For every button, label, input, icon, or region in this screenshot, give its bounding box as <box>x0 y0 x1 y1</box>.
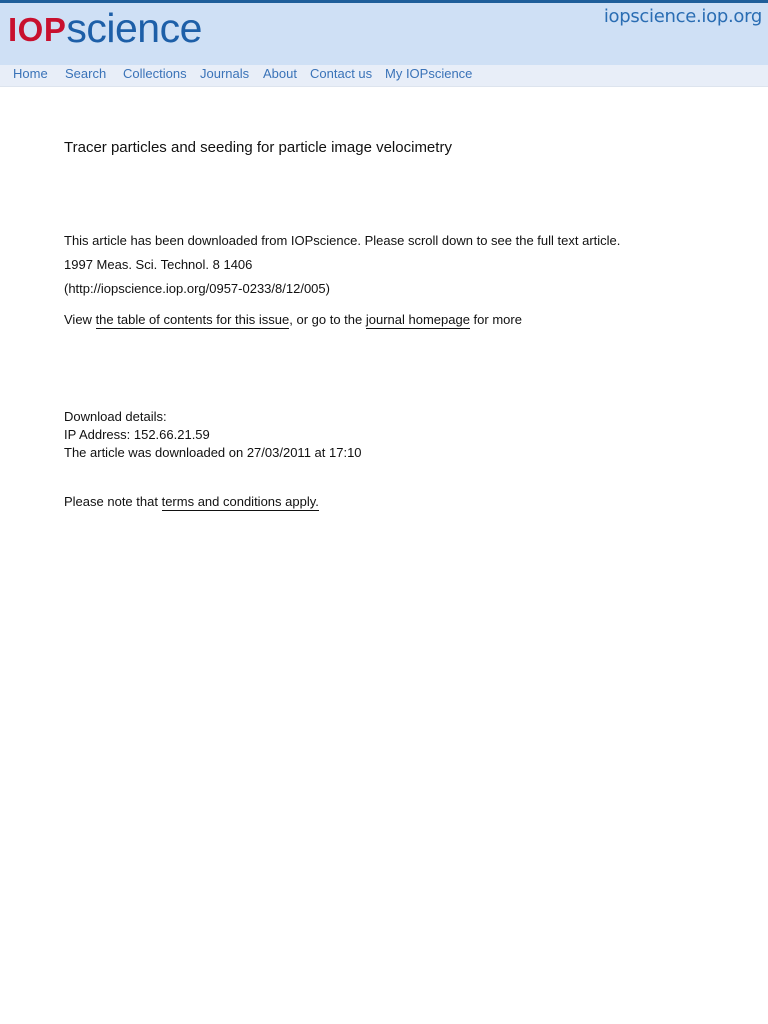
download-details-heading: Download details: <box>64 409 167 424</box>
view-suffix: for more <box>469 312 522 327</box>
citation: 1997 Meas. Sci. Technol. 8 1406 <box>64 257 253 272</box>
table-of-contents-link[interactable]: the table of contents for this issue <box>95 312 290 327</box>
nav-journals[interactable]: Journals <box>200 66 250 81</box>
nav-collections[interactable]: Collections <box>123 66 187 81</box>
nav-home[interactable]: Home <box>13 66 48 81</box>
nav-my-iopscience[interactable]: My IOPscience <box>385 66 473 81</box>
nav-search[interactable]: Search <box>65 66 107 81</box>
journal-homepage-link[interactable]: journal homepage <box>365 312 470 327</box>
terms-and-conditions-link[interactable]: terms and conditions apply. <box>161 494 319 509</box>
site-url-label: iopscience.iop.org <box>603 6 762 27</box>
nav-about[interactable]: About <box>263 66 297 81</box>
site-header <box>0 3 768 65</box>
download-timestamp: The article was downloaded on 27/03/2011 at 17:10 <box>64 445 362 460</box>
view-links-line <box>64 312 522 327</box>
iopscience-logo[interactable] <box>8 5 202 49</box>
terms-line <box>64 494 319 509</box>
logo-iop-text: IOP <box>8 11 67 48</box>
main-nav <box>0 65 768 87</box>
logo-science-text: science <box>66 5 202 51</box>
view-middle: , or go to the <box>289 312 366 327</box>
article-url: (http://iopscience.iop.org/0957-0233/8/12/005) <box>64 281 330 296</box>
download-notice: This article has been downloaded from IOPscience. Please scroll down to see the full text article. <box>64 233 621 248</box>
ip-address: IP Address: 152.66.21.59 <box>64 427 210 442</box>
nav-contact-us[interactable]: Contact us <box>310 66 373 81</box>
view-prefix: View <box>64 312 96 327</box>
terms-prefix: Please note that <box>64 494 162 509</box>
article-title: Tracer particles and seeding for particle image velocimetry <box>64 139 452 156</box>
